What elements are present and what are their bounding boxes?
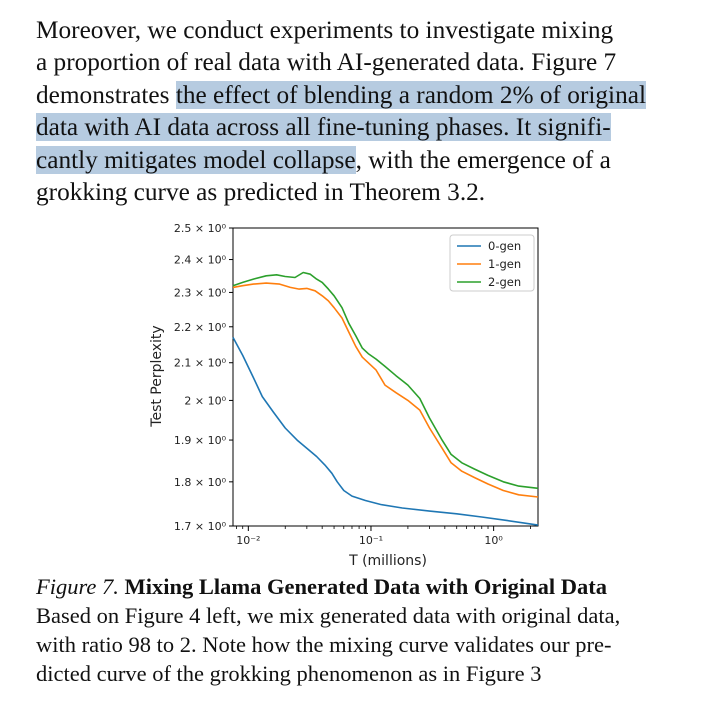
paragraph-line bbox=[36, 144, 666, 176]
series-line-1-gen bbox=[233, 283, 538, 497]
paragraph-line bbox=[36, 79, 666, 111]
series-line-2-gen bbox=[233, 273, 538, 489]
legend-label: 2-gen bbox=[488, 275, 522, 289]
y-tick-label: 1.9 × 10⁰ bbox=[173, 434, 226, 448]
perplexity-chart bbox=[140, 218, 570, 570]
figure-caption bbox=[36, 572, 666, 688]
chart-legend bbox=[450, 235, 534, 291]
series-line-0-gen bbox=[233, 337, 538, 525]
paragraph-text: , with the emergence of a bbox=[355, 145, 611, 174]
y-tick-label: 2.2 × 10⁰ bbox=[173, 320, 226, 334]
legend-label: 1-gen bbox=[488, 257, 522, 271]
x-axis-label: T (millions) bbox=[349, 553, 427, 569]
y-tick-label: 2.4 × 10⁰ bbox=[173, 253, 226, 267]
paragraph-line bbox=[36, 111, 666, 143]
y-tick-label: 1.7 × 10⁰ bbox=[173, 520, 226, 533]
caption-title: Mixing Llama Generated Data with Original Data bbox=[124, 574, 607, 599]
plot-series bbox=[233, 273, 538, 526]
caption-line bbox=[36, 572, 666, 601]
x-tick-label: 10⁰ bbox=[484, 534, 503, 547]
caption-label: Figure 7. bbox=[36, 574, 119, 599]
caption-line: with ratio 98 to 2. Note how the mixing curve validates our pre- bbox=[36, 632, 612, 657]
caption-line: dicted curve of the grokking phenomenon as in Figure 3 bbox=[36, 661, 542, 686]
y-tick-label: 2.5 × 10⁰ bbox=[173, 222, 226, 235]
y-tick-label: 2.3 × 10⁰ bbox=[173, 286, 226, 300]
y-axis-label: Test Perplexity bbox=[149, 325, 165, 427]
x-tick-label: 10⁻² bbox=[236, 534, 261, 547]
body-paragraph bbox=[36, 14, 666, 208]
paragraph-line: Moreover, we conduct experiments to investigate mixing bbox=[36, 16, 614, 44]
paragraph-line: grokking curve as predicted in Theorem 3.2. bbox=[36, 178, 486, 207]
x-tick-label: 10⁻¹ bbox=[358, 534, 384, 547]
y-tick-label: 2.1 × 10⁰ bbox=[173, 356, 226, 370]
caption-line: Based on Figure 4 left, we mix generated data with original data, bbox=[36, 603, 621, 628]
y-tick-label: 1.8 × 10⁰ bbox=[173, 475, 226, 489]
y-tick-label: 2 × 10⁰ bbox=[184, 394, 226, 408]
highlighted-text: data with AI data across all fine-tuning phases. It signifi- bbox=[36, 113, 611, 142]
paragraph-line: a proportion of real data with AI-generated data. Figure 7 bbox=[36, 48, 617, 77]
paragraph-text: demonstrates bbox=[36, 80, 176, 109]
highlighted-text: the effect of blending a random 2% of original bbox=[175, 80, 646, 109]
highlighted-text: cantly mitigates model collapse bbox=[36, 145, 356, 174]
legend-label: 0-gen bbox=[488, 239, 522, 253]
